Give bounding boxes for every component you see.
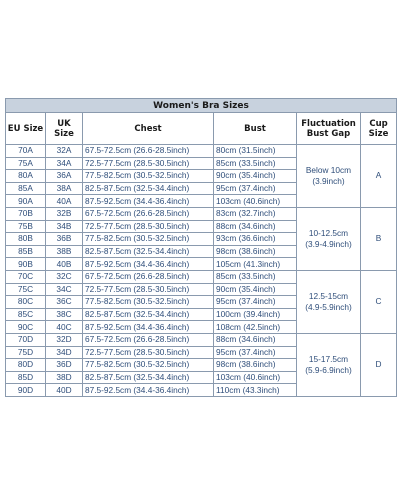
header-cup-size: Cup Size [361, 113, 397, 145]
cell-chest: 77.5-82.5cm (30.5-32.5inch) [83, 296, 214, 309]
cell-eu-size: 70A [6, 145, 46, 158]
cell-uk-size: 34D [46, 346, 83, 359]
fluctuation-range: 12.5-15cm [308, 290, 349, 301]
fluctuation-range-inch: (3.9inch) [312, 175, 345, 186]
cell-chest: 67.5-72.5cm (26.6-28.5inch) [83, 333, 214, 346]
cell-bust: 98cm (38.6inch) [214, 359, 297, 372]
cell-cup-size: D [361, 333, 397, 396]
cell-bust: 95cm (37.4inch) [214, 296, 297, 309]
table-body [6, 145, 397, 397]
cell-eu-size: 80C [6, 296, 46, 309]
cell-chest: 87.5-92.5cm (34.4-36.4inch) [83, 258, 214, 271]
cell-eu-size: 80D [6, 359, 46, 372]
cell-bust: 90cm (35.4inch) [214, 170, 297, 183]
cell-eu-size: 70B [6, 207, 46, 220]
cell-uk-size: 36B [46, 233, 83, 246]
cell-eu-size: 75D [6, 346, 46, 359]
cell-uk-size: 32A [46, 145, 83, 158]
cell-eu-size: 80B [6, 233, 46, 246]
cell-eu-size: 70C [6, 270, 46, 283]
cell-bust: 100cm (39.4inch) [214, 308, 297, 321]
cell-fluctuation-gap [297, 270, 361, 333]
cell-chest: 67.5-72.5cm (26.6-28.5inch) [83, 207, 214, 220]
cell-chest: 82.5-87.5cm (32.5-34.4inch) [83, 182, 214, 195]
cell-chest: 72.5-77.5cm (28.5-30.5inch) [83, 283, 214, 296]
cell-chest: 87.5-92.5cm (34.4-36.4inch) [83, 321, 214, 334]
fluctuation-range-inch: (4.9-5.9inch) [305, 301, 352, 312]
cell-uk-size: 34C [46, 283, 83, 296]
cell-chest: 87.5-92.5cm (34.4-36.4inch) [83, 195, 214, 208]
cell-bust: 95cm (37.4inch) [214, 346, 297, 359]
cell-bust: 110cm (43.3inch) [214, 384, 297, 397]
cell-eu-size: 75A [6, 157, 46, 170]
cell-bust: 108cm (42.5inch) [214, 321, 297, 334]
cell-chest: 72.5-77.5cm (28.5-30.5inch) [83, 220, 214, 233]
cell-eu-size: 75C [6, 283, 46, 296]
cell-uk-size: 32D [46, 333, 83, 346]
cell-bust: 93cm (36.6inch) [214, 233, 297, 246]
cell-chest: 77.5-82.5cm (30.5-32.5inch) [83, 170, 214, 183]
cell-fluctuation-gap [297, 145, 361, 208]
cell-eu-size: 85A [6, 182, 46, 195]
cell-bust: 103cm (40.6inch) [214, 195, 297, 208]
cell-uk-size: 38B [46, 245, 83, 258]
cell-uk-size: 38D [46, 371, 83, 384]
cell-eu-size: 80A [6, 170, 46, 183]
cell-bust: 88cm (34.6inch) [214, 220, 297, 233]
cell-eu-size: 75B [6, 220, 46, 233]
cell-eu-size: 85C [6, 308, 46, 321]
cell-bust: 88cm (34.6inch) [214, 333, 297, 346]
cell-uk-size: 40B [46, 258, 83, 271]
cell-eu-size: 90C [6, 321, 46, 334]
cell-chest: 82.5-87.5cm (32.5-34.4inch) [83, 245, 214, 258]
cell-bust: 90cm (35.4inch) [214, 283, 297, 296]
table-row [6, 145, 397, 158]
cell-uk-size: 32C [46, 270, 83, 283]
cell-chest: 82.5-87.5cm (32.5-34.4inch) [83, 308, 214, 321]
cell-cup-size: B [361, 207, 397, 270]
cell-fluctuation-gap [297, 333, 361, 396]
cell-eu-size: 90A [6, 195, 46, 208]
header-uk-size: UK Size [46, 113, 83, 145]
table-title: Women's Bra Sizes [6, 99, 397, 113]
cell-bust: 85cm (33.5inch) [214, 270, 297, 283]
cell-eu-size: 85B [6, 245, 46, 258]
cell-uk-size: 36C [46, 296, 83, 309]
fluctuation-range: Below 10cm [305, 164, 352, 175]
cell-chest: 67.5-72.5cm (26.6-28.5inch) [83, 145, 214, 158]
cell-chest: 82.5-87.5cm (32.5-34.4inch) [83, 371, 214, 384]
cell-uk-size: 40C [46, 321, 83, 334]
cell-uk-size: 36A [46, 170, 83, 183]
cell-bust: 98cm (38.6inch) [214, 245, 297, 258]
cell-uk-size: 32B [46, 207, 83, 220]
cell-cup-size: C [361, 270, 397, 333]
cell-uk-size: 36D [46, 359, 83, 372]
table-row [6, 207, 397, 220]
cell-uk-size: 40D [46, 384, 83, 397]
header-fluctuation: Fluctuation Bust Gap [297, 113, 361, 145]
cell-chest: 77.5-82.5cm (30.5-32.5inch) [83, 233, 214, 246]
cell-bust: 105cm (41.3inch) [214, 258, 297, 271]
cell-chest: 87.5-92.5cm (34.4-36.4inch) [83, 384, 214, 397]
header-chest: Chest [83, 113, 214, 145]
table-row [6, 270, 397, 283]
cell-eu-size: 85D [6, 371, 46, 384]
fluctuation-range: 15-17.5cm [308, 353, 349, 364]
cell-chest: 72.5-77.5cm (28.5-30.5inch) [83, 346, 214, 359]
header-bust: Bust [214, 113, 297, 145]
cell-bust: 80cm (31.5inch) [214, 145, 297, 158]
cell-eu-size: 90D [6, 384, 46, 397]
cell-chest: 77.5-82.5cm (30.5-32.5inch) [83, 359, 214, 372]
size-table [5, 98, 397, 397]
cell-chest: 67.5-72.5cm (26.6-28.5inch) [83, 270, 214, 283]
cell-bust: 95cm (37.4inch) [214, 182, 297, 195]
header-eu-size: EU Size [6, 113, 46, 145]
cell-uk-size: 34B [46, 220, 83, 233]
size-chart [5, 98, 396, 397]
fluctuation-range-inch: (3.9-4.9inch) [305, 238, 352, 249]
cell-eu-size: 90B [6, 258, 46, 271]
cell-uk-size: 40A [46, 195, 83, 208]
cell-chest: 72.5-77.5cm (28.5-30.5inch) [83, 157, 214, 170]
cell-uk-size: 38C [46, 308, 83, 321]
cell-uk-size: 34A [46, 157, 83, 170]
fluctuation-range: 10-12.5cm [308, 227, 349, 238]
cell-eu-size: 70D [6, 333, 46, 346]
table-row [6, 333, 397, 346]
fluctuation-range-inch: (5.9-6.9inch) [305, 364, 352, 375]
cell-bust: 83cm (32.7inch) [214, 207, 297, 220]
cell-cup-size: A [361, 145, 397, 208]
cell-uk-size: 38A [46, 182, 83, 195]
cell-fluctuation-gap [297, 207, 361, 270]
cell-bust: 103cm (40.6inch) [214, 371, 297, 384]
cell-bust: 85cm (33.5inch) [214, 157, 297, 170]
